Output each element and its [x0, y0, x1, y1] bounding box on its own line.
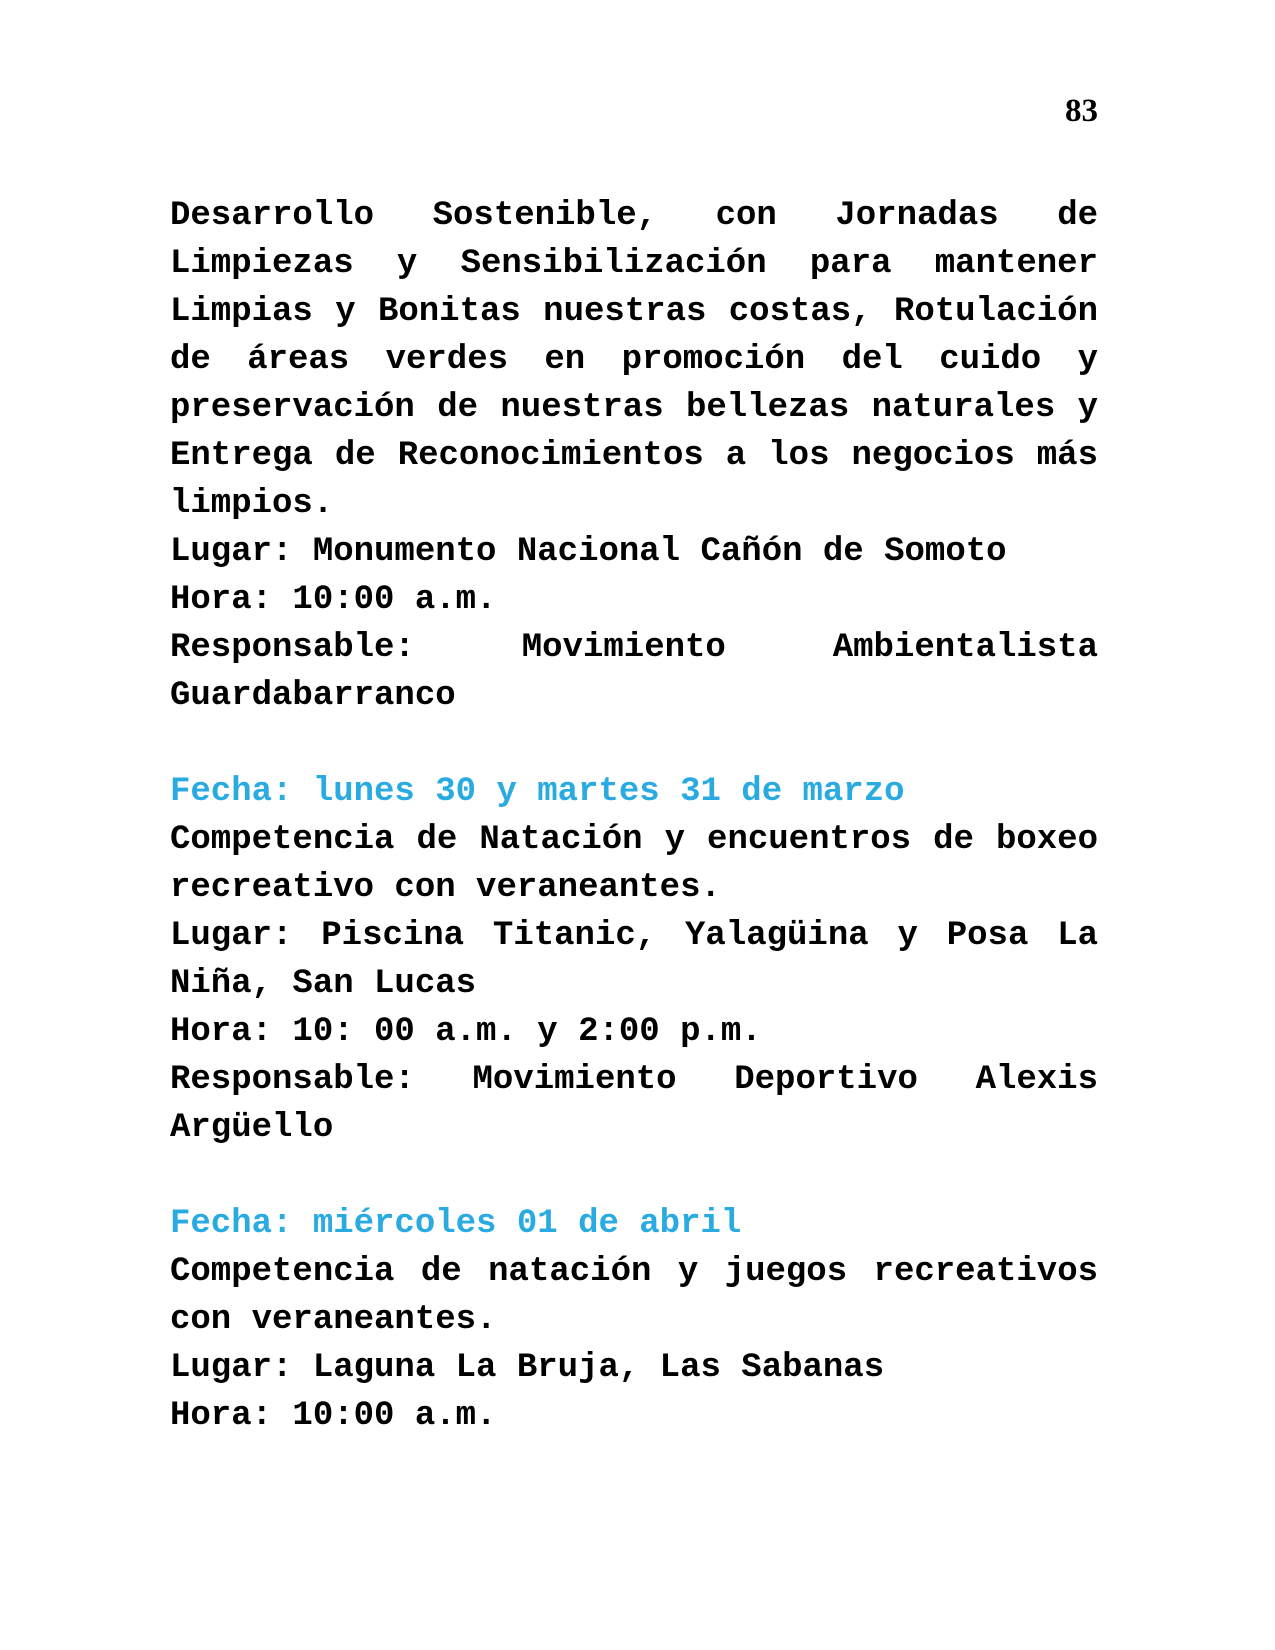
text-line: Hora: 10:00 a.m.: [170, 581, 497, 619]
text-line: Fecha: miércoles 01 de abril: [170, 1205, 742, 1243]
text-line: limpios.: [170, 485, 334, 523]
blank-line: [170, 1152, 1098, 1200]
text-line: Guardabarranco: [170, 677, 456, 715]
text-line: Limpias y Bonitas nuestras costas, Rotulación: [170, 293, 1098, 331]
text-line: Argüello: [170, 1109, 334, 1147]
text-line: Lugar: Laguna La Bruja, Las Sabanas: [170, 1349, 885, 1387]
text-line: Responsable: Movimiento Ambientalista: [170, 629, 1098, 667]
text-line: Lugar: Monumento Nacional Cañón de Somoto: [170, 533, 1007, 571]
text-line: Niña, San Lucas: [170, 965, 477, 1003]
text-line: Hora: 10:00 a.m.: [170, 1397, 497, 1435]
text-line: Fecha: lunes 30 y martes 31 de marzo: [170, 773, 905, 811]
text-line: recreativo con veraneantes.: [170, 869, 721, 907]
text-line: Hora: 10: 00 a.m. y 2:00 p.m.: [170, 1013, 762, 1051]
text-line: Entrega de Reconocimientos a los negocios más: [170, 437, 1098, 475]
text-line: Competencia de Natación y encuentros de boxeo: [170, 821, 1098, 859]
text-line: Desarrollo Sostenible, con Jornadas de: [170, 197, 1098, 235]
text-line: de áreas verdes en promoción del cuido y: [170, 341, 1098, 379]
text-line: Limpiezas y Sensibilización para mantener: [170, 245, 1098, 283]
blank-line: [170, 720, 1098, 768]
text-line: Lugar: Piscina Titanic, Yalagüina y Posa La: [170, 917, 1098, 955]
text-line: Responsable: Movimiento Deportivo Alexis: [170, 1061, 1098, 1099]
text-line: con veraneantes.: [170, 1301, 497, 1339]
text-line: Competencia de natación y juegos recreativos: [170, 1253, 1098, 1291]
text-line: preservación de nuestras bellezas naturales y: [170, 389, 1098, 427]
page-number: 83: [1065, 93, 1098, 129]
document-body: [170, 192, 1098, 1440]
